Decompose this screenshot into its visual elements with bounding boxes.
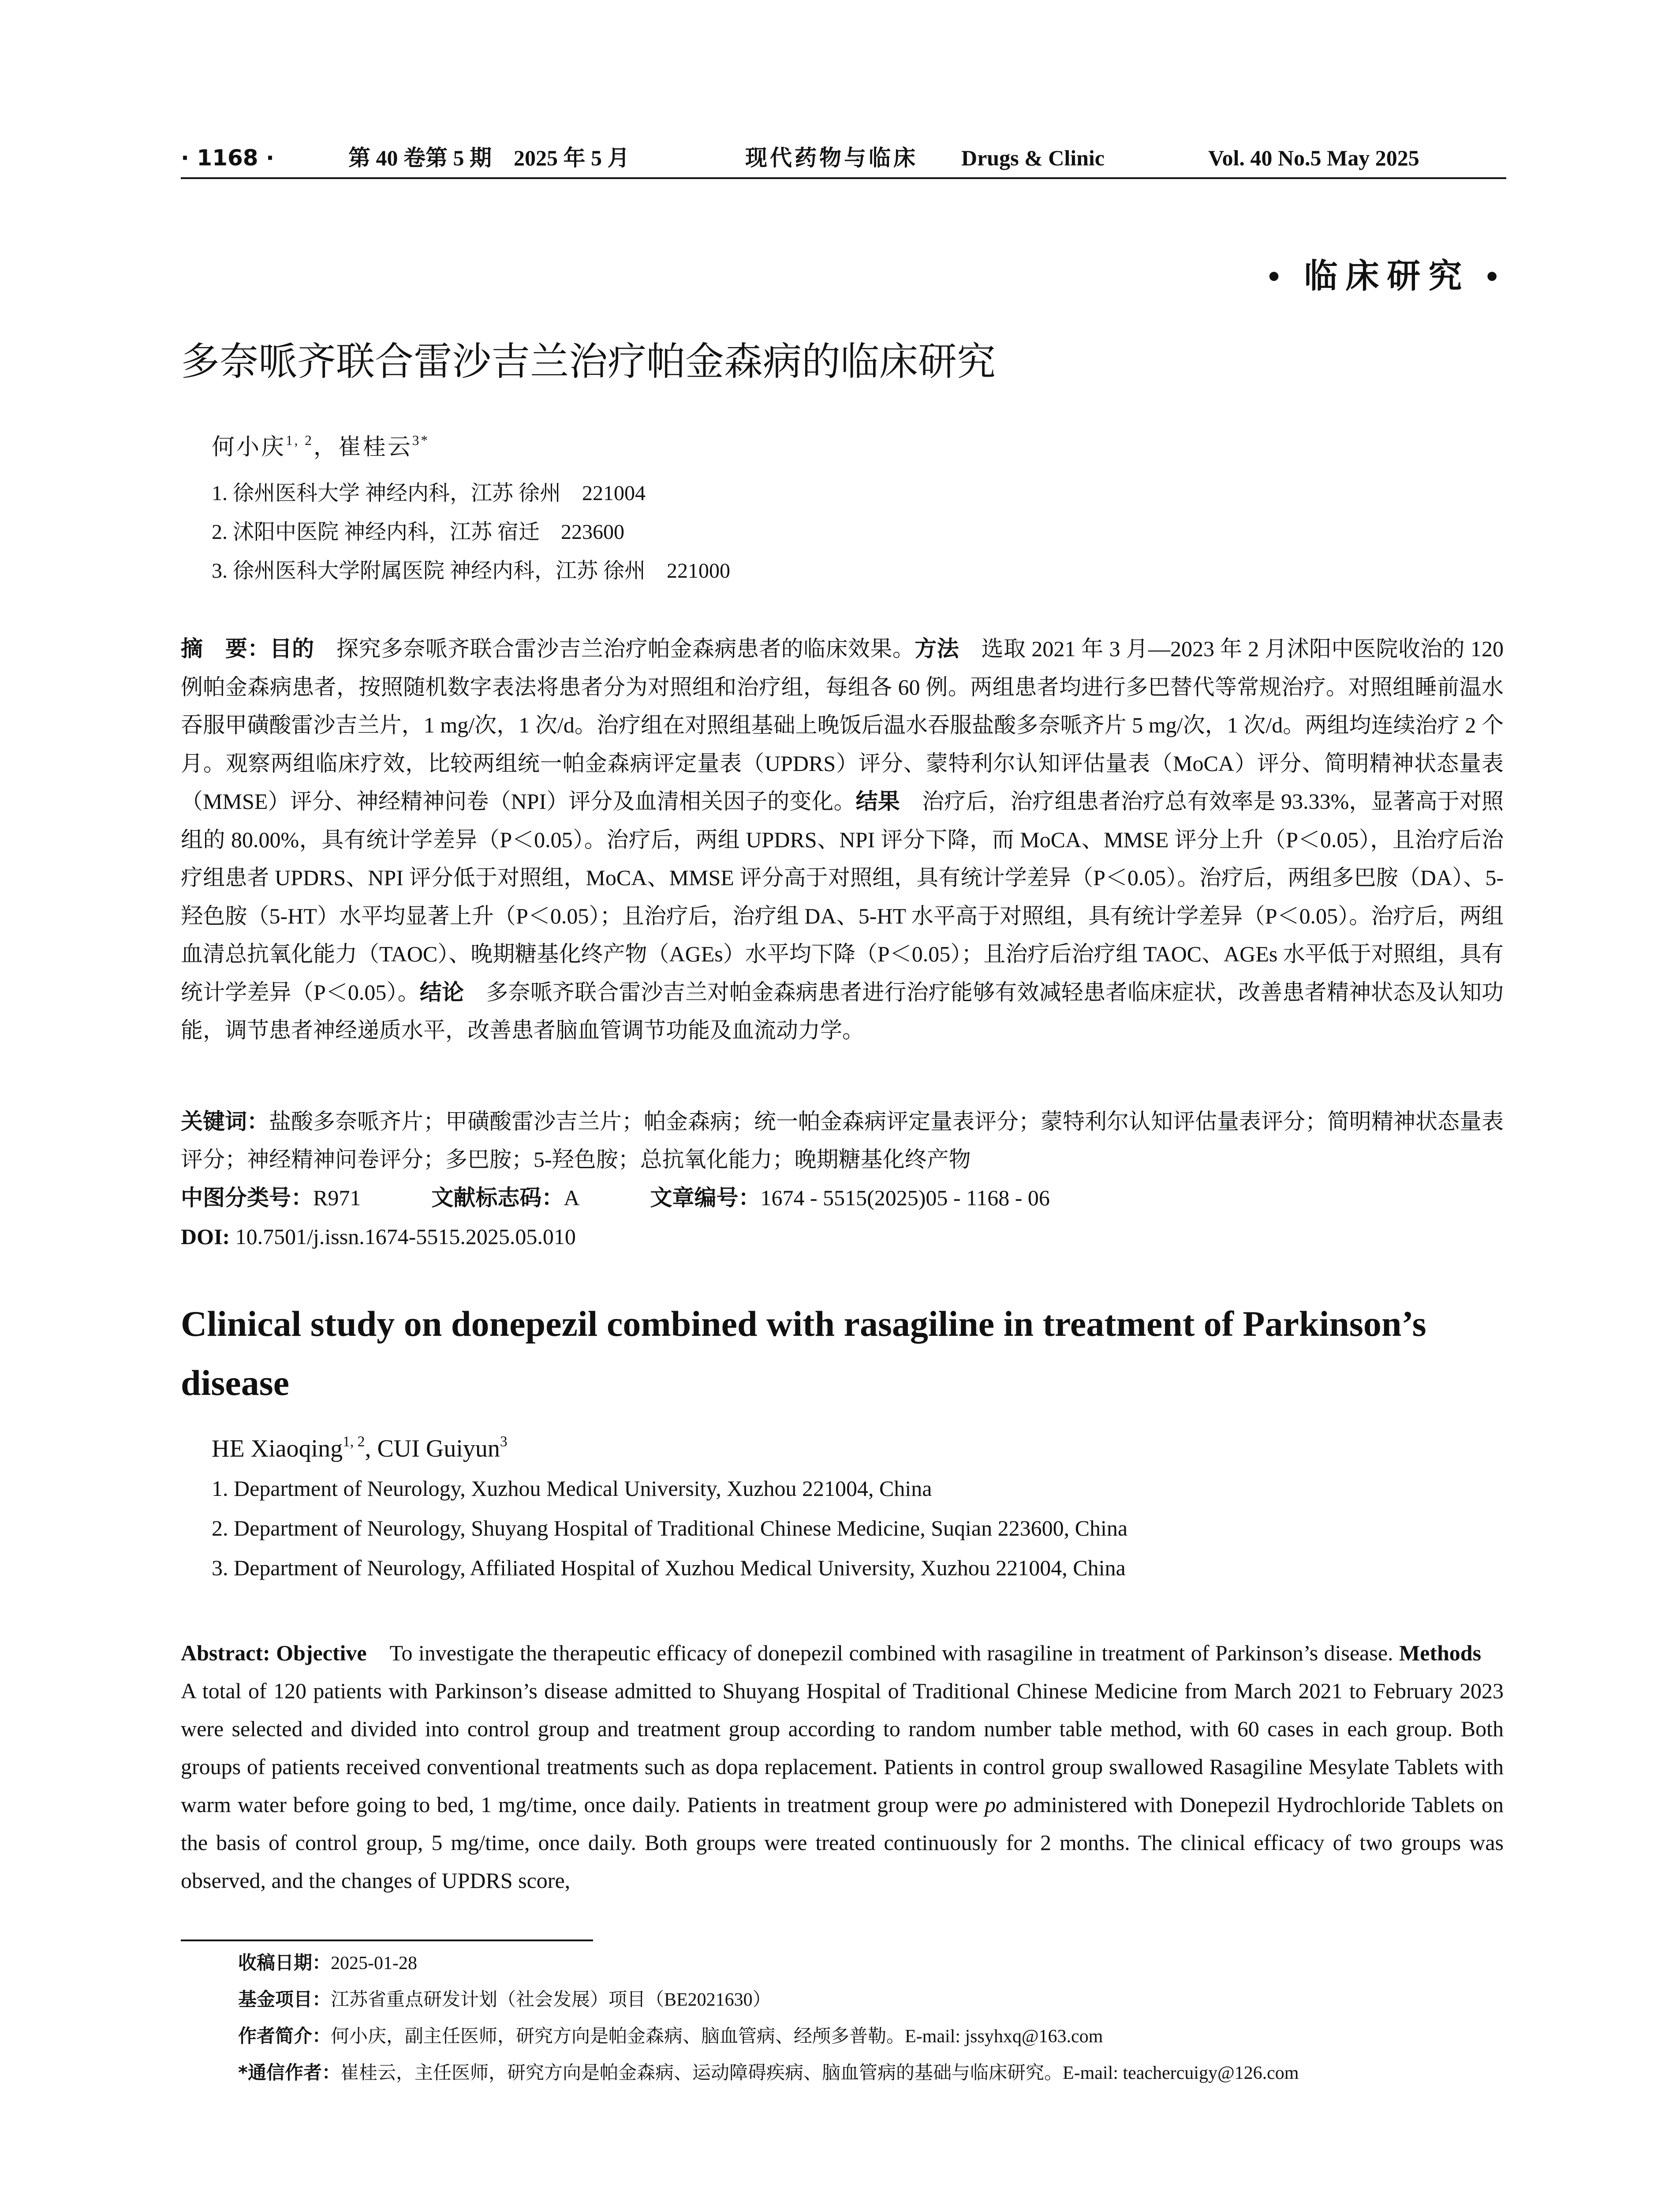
cn-affiliation: 3. 徐州医科大学附属医院 神经内科，江苏 徐州 221000 <box>212 559 731 583</box>
footnote-received: 收稿日期：2025-01-28 <box>238 1952 417 1973</box>
en-methods-italic: po <box>984 1792 1007 1817</box>
en-abstract-label: Abstract: <box>181 1641 270 1665</box>
doi-label: DOI: <box>181 1224 230 1249</box>
en-methods-text-cont: administered with Donepezil Hydrochloride Tablets on the basis of control group, 5 mg/time, once daily. Both groups were treated continuously for 2 months. The clinical efficacy of two groups was observed, and the changes of UPDRS score, <box>181 1792 1504 1893</box>
article-no-value: 1674 - 5515(2025)05 - 1168 - 06 <box>760 1185 1050 1210</box>
en-affiliation: 1. Department of Neurology, Xuzhou Medical University, Xuzhou 221004, China <box>212 1476 932 1501</box>
journal-name-cn: 现代药物与临床 <box>745 146 918 170</box>
cn-keywords-label: 关键词： <box>181 1109 269 1134</box>
doc-code-label: 文献标志码： <box>431 1185 564 1211</box>
footnote-funding: 基金项目：江苏省重点研发计划（社会发展）项目（BE2021630） <box>238 1988 771 2010</box>
cn-affiliations <box>212 474 730 590</box>
cn-conclusion-text: 多奈哌齐联合雷沙吉兰对帕金森病患者进行治疗能够有效减轻患者临床症状，改善患者精神状态及认知功能，调节患者神经递质水平，改善患者脑血管调节功能及血流动力学。 <box>181 979 1504 1043</box>
cn-keywords <box>181 1102 1504 1178</box>
cn-abstract-label: 摘 要： <box>181 636 270 662</box>
page-number: · 1168 · <box>181 145 274 171</box>
cn-methods-text: 选取 2021 年 3 月—2023 年 2 月沭阳中医院收治的 120 例帕金森病患者，按照随机数字表法将患者分为对照组和治疗组，每组各 60 例。两组患者均进行多巴替代等常规治疗。对照组睡前温水吞服甲磺酸雷沙吉兰片，1 mg/次，1 次/d。治疗组在对照组基础上晚饭后温水吞服盐酸多奈哌齐片 5 mg/次，1 次/d。两组均连续治疗 2 个月。观察两组临床疗效，比较两组统一帕金森病评定量表（UPDRS）评分、蒙特利尔认知评估量表（MoCA）评分、简明精神状态量表（MMSE）评分、神经精神问卷（NPI）评分及血清相关因子的变化。 <box>181 636 1504 814</box>
cn-objective-text: 探究多奈哌齐联合雷沙吉兰治疗帕金森病患者的临床效果。 <box>314 636 915 661</box>
en-author-1-affil: 1, 2 <box>343 1433 365 1450</box>
clc-label: 中图分类号： <box>181 1185 313 1211</box>
cn-results-label: 结果 <box>855 789 900 814</box>
clc-value: R971 <box>313 1185 361 1210</box>
cn-methods-label: 方法 <box>915 636 959 662</box>
cn-authors <box>212 432 429 463</box>
running-header <box>181 140 1506 183</box>
cn-classification <box>181 1180 1120 1215</box>
cn-affiliation: 2. 沭阳中医院 神经内科，江苏 宿迁 223600 <box>212 520 625 544</box>
footnote-author-bio: 作者简介：何小庆，副主任医师，研究方向是帕金森病、脑血管病、经颅多普勒。E-mail: jssyhxq@163.com <box>238 2025 1103 2047</box>
cn-affiliation: 1. 徐州医科大学 神经内科，江苏 徐州 221004 <box>212 482 646 505</box>
en-author-2: CUI Guiyun <box>377 1435 500 1462</box>
cn-author-2-affil: 3* <box>412 433 430 448</box>
en-methods-text: A total of 120 patients with Parkinson’s disease admitted to Shuyang Hospital of Traditional Chinese Medicine from March 2021 to February 2023 were selected and divided into control group and treatment group according to random number table method, with 60 cases in each group. Both groups of patients received conventional treatments such as dopa replacement. Patients in control group swallowed Rasagiline Mesylate Tablets with warm water before going to bed, 1 mg/time, once daily. Patients in treatment group were <box>181 1641 1504 1817</box>
en-affiliations <box>212 1469 1127 1588</box>
volume-issue-en: Vol. 40 No.5 May 2025 <box>1208 146 1419 170</box>
author-separator: , <box>365 1435 377 1462</box>
en-affiliation: 2. Department of Neurology, Shuyang Hospital of Traditional Chinese Medicine, Suqian 223600, China <box>212 1516 1128 1540</box>
en-abstract <box>181 1634 1504 1899</box>
cn-author-1-affil: 1, 2 <box>286 433 314 448</box>
cn-author-2: 崔桂云 <box>338 435 412 460</box>
header-rule <box>181 177 1506 179</box>
en-affiliation: 3. Department of Neurology, Affiliated Hospital of Xuzhou Medical University, Xuzhou 221004, China <box>212 1555 1126 1580</box>
cn-author-1: 何小庆 <box>212 435 286 460</box>
cn-results-text: 治疗后，治疗组患者治疗总有效率是 93.33%，显著高于对照组的 80.00%，具有统计学差异（P＜0.05）。治疗后，两组 UPDRS、NPI 评分下降，而 MoCA、MMSE 评分上升（P＜0.05），且治疗后治疗组患者 UPDRS、NPI 评分低于对照组，MoCA、MMSE 评分高于对照组，具有统计学差异（P＜0.05）。治疗后，两组多巴胺（DA）、5-羟色胺（5-HT）水平均显著上升（P＜0.05）；且治疗后，治疗组 DA、5-HT 水平高于对照组，具有统计学差异（P＜0.05）。治疗后，两组血清总抗氧化能力（TAOC）、晚期糖基化终产物（AGEs）水平均下降（P＜0.05）；且治疗后治疗组 TAOC、AGEs 水平低于对照组，具有统计学差异（P＜0.05）。 <box>181 789 1504 1005</box>
en-objective-label: Objective <box>270 1641 367 1665</box>
volume-issue-cn: 第 40 卷第 5 期 2025 年 5 月 <box>348 146 630 170</box>
doi-value: 10.7501/j.issn.1674-5515.2025.05.010 <box>230 1224 576 1249</box>
doi <box>181 1219 576 1254</box>
doc-code-value: A <box>564 1185 580 1210</box>
en-author-1: HE Xiaoqing <box>212 1435 343 1462</box>
cn-conclusion-label: 结论 <box>419 979 464 1005</box>
en-author-2-affil: 3 <box>500 1433 508 1450</box>
en-title: Clinical study on donepezil combined with rasagiline in treatment of Parkinson’s disease <box>181 1304 1426 1403</box>
en-objective-text: To investigate the therapeutic efficacy of donepezil combined with rasagiline in treatment of Parkinson’s disease. <box>366 1641 1399 1665</box>
footnotes <box>238 1945 1299 2091</box>
en-authors <box>212 1431 508 1466</box>
footnote-corresponding-author: *通信作者：崔桂云，主任医师，研究方向是帕金森病、运动障碍疾病、脑血管病的基础与临床研究。E-mail: teachercuigy@126.com <box>238 2062 1299 2083</box>
journal-name-en: Drugs & Clinic <box>961 146 1105 170</box>
author-separator: ， <box>313 435 338 460</box>
article-no-label: 文章编号： <box>650 1185 761 1211</box>
cn-objective-label: 目的 <box>269 636 314 662</box>
cn-title: 多奈哌齐联合雷沙吉兰治疗帕金森病的临床研究 <box>181 339 996 384</box>
footnote-rule <box>181 1940 593 1941</box>
en-methods-label: Methods <box>1399 1641 1482 1665</box>
section-label: • 临床研究 • <box>1268 258 1506 295</box>
cn-abstract <box>181 630 1504 1050</box>
cn-keywords-text: 盐酸多奈哌齐片；甲磺酸雷沙吉兰片；帕金森病；统一帕金森病评定量表评分；蒙特利尔认知评估量表评分；简明精神状态量表评分；神经精神问卷评分；多巴胺；5-羟色胺；总抗氧化能力；晚期糖基化终产物 <box>181 1109 1504 1172</box>
